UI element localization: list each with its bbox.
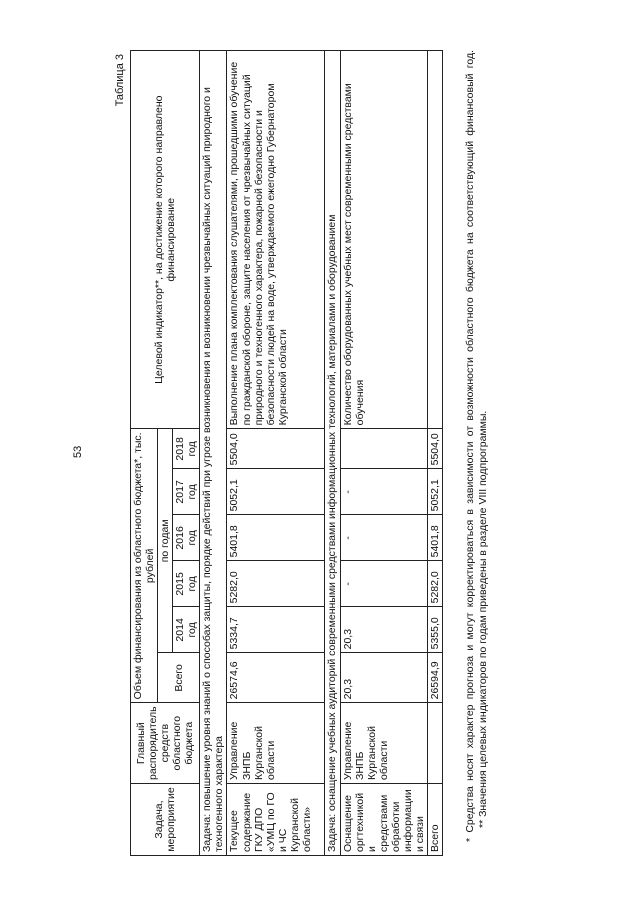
row2-2018 [340,429,427,469]
row1-manager: Управление ЗНПБ Курганской области [227,703,325,784]
total-2016: 5401,8 [427,515,442,561]
total-manager-empty [427,703,442,784]
header-2014: 2014 год [173,607,200,653]
table-row [227,51,325,856]
row2-target: Количество оборудованных учебных мест современными средствами обучения [340,51,427,429]
header-task: Задача, мероприятие [131,784,200,856]
total-target-empty [427,51,442,429]
row2-total: 20,3 [340,653,427,703]
header-2015: 2015 год [173,561,200,607]
table-row [340,51,427,856]
row1-2016: 5401,8 [227,515,325,561]
header-2017: 2017 год [173,469,200,515]
row2-manager: Управление ЗНПБ Курганской области [340,703,427,784]
row1-total: 26574,6 [227,653,325,703]
total-2017: 5052,1 [427,469,442,515]
task-1-text: Задача: повышение уровня знаний о способах защиты, порядке действий при угрозе возникновения и возникновении чрезвычайных ситуаций природного и техногенного характера [200,51,227,856]
row1-2014: 5334,7 [227,607,325,653]
header-row-1 [131,51,158,856]
row1-2018: 5504,0 [227,429,325,469]
footnote-1: * Средства носят характер прогноза и могут корректироваться в зависимости от возможности областного бюджета на соответствующий финансовый год. [464,50,476,842]
header-manager: Главный распорядитель средств областного бюджета [131,703,200,784]
header-target: Целевой индикатор**, на достижение которого направлено финансирование [131,51,200,429]
header-2016: 2016 год [173,515,200,561]
task-row-2 [325,51,340,856]
table-label: Таблица 3 [114,54,126,107]
task-row-1 [200,51,227,856]
header-by-years: по годам [158,429,173,653]
header-total: Всего [158,653,200,703]
total-label: Всего [427,784,442,856]
total-2018: 5504,0 [427,429,442,469]
funding-table [130,50,443,856]
page-number: 53 [72,445,84,458]
row2-2014: 20,3 [340,607,427,653]
header-funding: Объем финансирования из областного бюджета*, тыс. рублей [131,429,158,703]
header-2018: 2018 год [173,429,200,469]
total-2015: 5282,0 [427,561,442,607]
total-row [427,51,442,856]
rotated-page [112,48,532,858]
row1-2015: 5282,0 [227,561,325,607]
row1-target: Выполнение плана комплектования слушателями, прошедшими обучение по гражданской обороне, защите населения от чрезвычайных ситуаций природного и техногенного характера, пожарной безопасности и безопасности людей на воде, утверждаемого ежегодно Губернатором Курганской области [227,51,325,429]
row1-2017: 5052,1 [227,469,325,515]
total-2014: 5355,0 [427,607,442,653]
footnote-2: ** Значения целевых индикаторов по годам приведены в разделе VIII подпрограммы. [476,410,489,828]
row2-activity: Оснащение оргтехникой и средствами обработки информации и связи [340,784,427,856]
row2-2015: - [340,561,427,607]
task-2-text: Задача: оснащение учебных аудиторий современными средствами информационных технологий, материалами и оборудованием [325,51,340,856]
row1-activity: Текущее содержание ГКУ ДПО «УМЦ по ГО и ЧС Курганской области» [227,784,325,856]
footnotes [464,50,489,856]
row2-2017: - [340,469,427,515]
total-sum: 26594,9 [427,653,442,703]
row2-2016: - [340,515,427,561]
